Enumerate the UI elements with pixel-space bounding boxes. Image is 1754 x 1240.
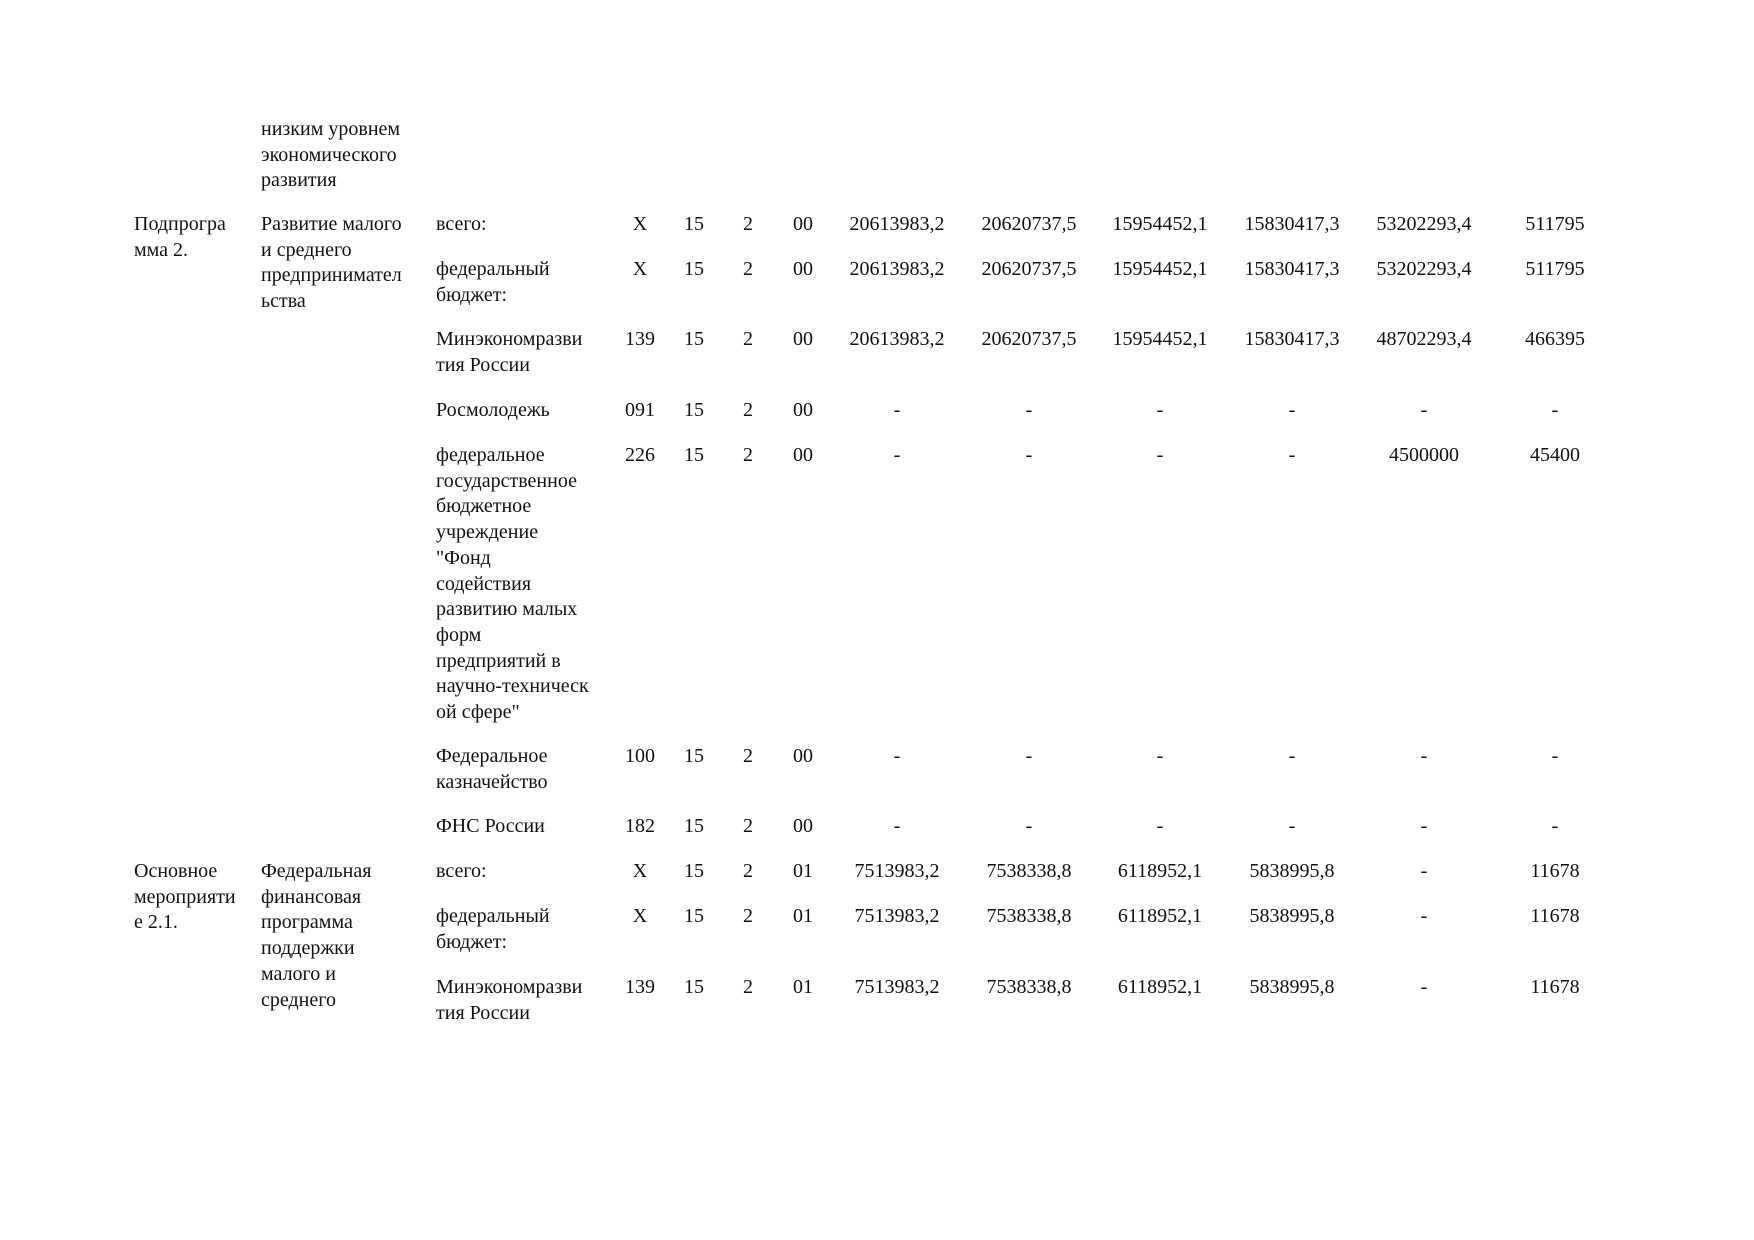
value-cell: 511795 xyxy=(1525,213,1585,235)
value-cell: - xyxy=(1288,745,1296,767)
value-cell: 20620737,5 xyxy=(981,258,1077,280)
value-cell: - xyxy=(1420,976,1428,998)
row-name: всего: xyxy=(436,860,487,882)
gp-code: 15 xyxy=(684,399,704,421)
value-cell: 511795 xyxy=(1525,258,1585,280)
value-cell: 7538338,8 xyxy=(986,976,1072,998)
value-cell: - xyxy=(1420,860,1428,882)
value-cell: 7513983,2 xyxy=(854,860,940,882)
om-code: 01 xyxy=(793,905,813,927)
sp-code: 2 xyxy=(743,745,753,767)
om-code: 01 xyxy=(793,860,813,882)
om-code: 00 xyxy=(793,399,813,421)
gp-code: 15 xyxy=(684,860,704,882)
value-cell: 6118952,1 xyxy=(1117,976,1203,998)
sp-code: 2 xyxy=(743,976,753,998)
om-code: 00 xyxy=(793,258,813,280)
value-cell: 7538338,8 xyxy=(986,860,1072,882)
value-cell: - xyxy=(1288,399,1296,421)
value-cell: - xyxy=(1025,399,1033,421)
row-name: ФНС России xyxy=(436,815,545,837)
value-cell: 20613983,2 xyxy=(849,213,945,235)
grbs-code: 139 xyxy=(625,976,655,998)
value-cell: - xyxy=(1025,444,1033,466)
row-name: федеральный бюджет: xyxy=(436,905,550,953)
grbs-code: X xyxy=(632,905,648,927)
value-cell: - xyxy=(893,745,901,767)
om-code: 00 xyxy=(793,444,813,466)
gp-code: 15 xyxy=(684,258,704,280)
section-title: Развитие малого и среднего предпринимател ьства xyxy=(261,213,402,313)
om-code: 00 xyxy=(793,815,813,837)
value-cell: - xyxy=(1420,815,1428,837)
value-cell: 11678 xyxy=(1530,905,1580,927)
gp-code: 15 xyxy=(684,444,704,466)
value-cell: - xyxy=(1420,745,1428,767)
value-cell: 45400 xyxy=(1530,444,1580,466)
value-cell: 15830417,3 xyxy=(1244,213,1340,235)
value-cell: 48702293,4 xyxy=(1376,328,1472,350)
sp-code: 2 xyxy=(743,444,753,466)
sp-code: 2 xyxy=(743,328,753,350)
value-cell: 20620737,5 xyxy=(981,213,1077,235)
value-cell: 6118952,1 xyxy=(1117,860,1203,882)
value-cell: - xyxy=(1156,745,1164,767)
grbs-code: 226 xyxy=(625,444,655,466)
grbs-code: 139 xyxy=(625,328,655,350)
sp-code: 2 xyxy=(743,905,753,927)
gp-code: 15 xyxy=(684,976,704,998)
value-cell: 11678 xyxy=(1530,976,1580,998)
grbs-code: X xyxy=(632,213,648,235)
grbs-code: X xyxy=(632,860,648,882)
grbs-code: 182 xyxy=(625,815,655,837)
sp-code: 2 xyxy=(743,258,753,280)
grbs-code: X xyxy=(632,258,648,280)
value-cell: - xyxy=(1156,444,1164,466)
sp-code: 2 xyxy=(743,860,753,882)
row-name: Росмолодежь xyxy=(436,399,550,421)
sp-code: 2 xyxy=(743,815,753,837)
value-cell: 20613983,2 xyxy=(849,258,945,280)
value-cell: 53202293,4 xyxy=(1376,213,1472,235)
value-cell: 6118952,1 xyxy=(1117,905,1203,927)
gp-code: 15 xyxy=(684,815,704,837)
value-cell: 20620737,5 xyxy=(981,328,1077,350)
value-cell: - xyxy=(893,399,901,421)
value-cell: - xyxy=(1420,905,1428,927)
value-cell: 466395 xyxy=(1525,328,1585,350)
value-cell: 53202293,4 xyxy=(1376,258,1472,280)
value-cell: 15830417,3 xyxy=(1244,258,1340,280)
value-cell: 7513983,2 xyxy=(854,905,940,927)
sp-code: 2 xyxy=(743,213,753,235)
value-cell: 4500000 xyxy=(1389,444,1459,466)
value-cell: 11678 xyxy=(1530,860,1580,882)
value-cell: - xyxy=(1551,399,1559,421)
om-code: 01 xyxy=(793,976,813,998)
grbs-code: 091 xyxy=(625,399,655,421)
value-cell: - xyxy=(1156,815,1164,837)
row-name: Федеральное казначейство xyxy=(436,745,548,793)
value-cell: - xyxy=(1025,815,1033,837)
gp-code: 15 xyxy=(684,905,704,927)
value-cell: - xyxy=(1288,444,1296,466)
section-label: Подпрогра мма 2. xyxy=(134,213,226,261)
value-cell: 15954452,1 xyxy=(1112,213,1208,235)
om-code: 00 xyxy=(793,328,813,350)
row-name: Минэкономразви тия России xyxy=(436,976,583,1024)
value-cell: - xyxy=(1025,745,1033,767)
gp-code: 15 xyxy=(684,213,704,235)
row-name: Минэкономразви тия России xyxy=(436,328,583,376)
row-name: федеральный бюджет: xyxy=(436,258,550,306)
section-label: Основное мероприяти е 2.1. xyxy=(134,860,236,934)
om-code: 00 xyxy=(793,213,813,235)
value-cell: - xyxy=(1420,399,1428,421)
continued-description: низким уровнем экономического развития xyxy=(261,118,401,192)
gp-code: 15 xyxy=(684,328,704,350)
om-code: 00 xyxy=(793,745,813,767)
gp-code: 15 xyxy=(684,745,704,767)
value-cell: - xyxy=(1551,745,1559,767)
grbs-code: 100 xyxy=(625,745,655,767)
value-cell: 5838995,8 xyxy=(1249,905,1335,927)
value-cell: 7513983,2 xyxy=(854,976,940,998)
value-cell: - xyxy=(1156,399,1164,421)
value-cell: 7538338,8 xyxy=(986,905,1072,927)
value-cell: 5838995,8 xyxy=(1249,860,1335,882)
value-cell: 15954452,1 xyxy=(1112,328,1208,350)
value-cell: - xyxy=(893,815,901,837)
value-cell: 15830417,3 xyxy=(1244,328,1340,350)
row-name: всего: xyxy=(436,213,487,235)
value-cell: - xyxy=(1288,815,1296,837)
value-cell: 5838995,8 xyxy=(1249,976,1335,998)
row-name: федеральное государственное бюджетное учреждение "Фонд содействия развитию малых форм предприятий в научно-техническ ой сфере" xyxy=(436,444,589,724)
section-title: Федеральная финансовая программа поддержки малого и среднего xyxy=(261,860,372,1011)
value-cell: 15954452,1 xyxy=(1112,258,1208,280)
value-cell: - xyxy=(893,444,901,466)
value-cell: - xyxy=(1551,815,1559,837)
value-cell: 20613983,2 xyxy=(849,328,945,350)
sp-code: 2 xyxy=(743,399,753,421)
